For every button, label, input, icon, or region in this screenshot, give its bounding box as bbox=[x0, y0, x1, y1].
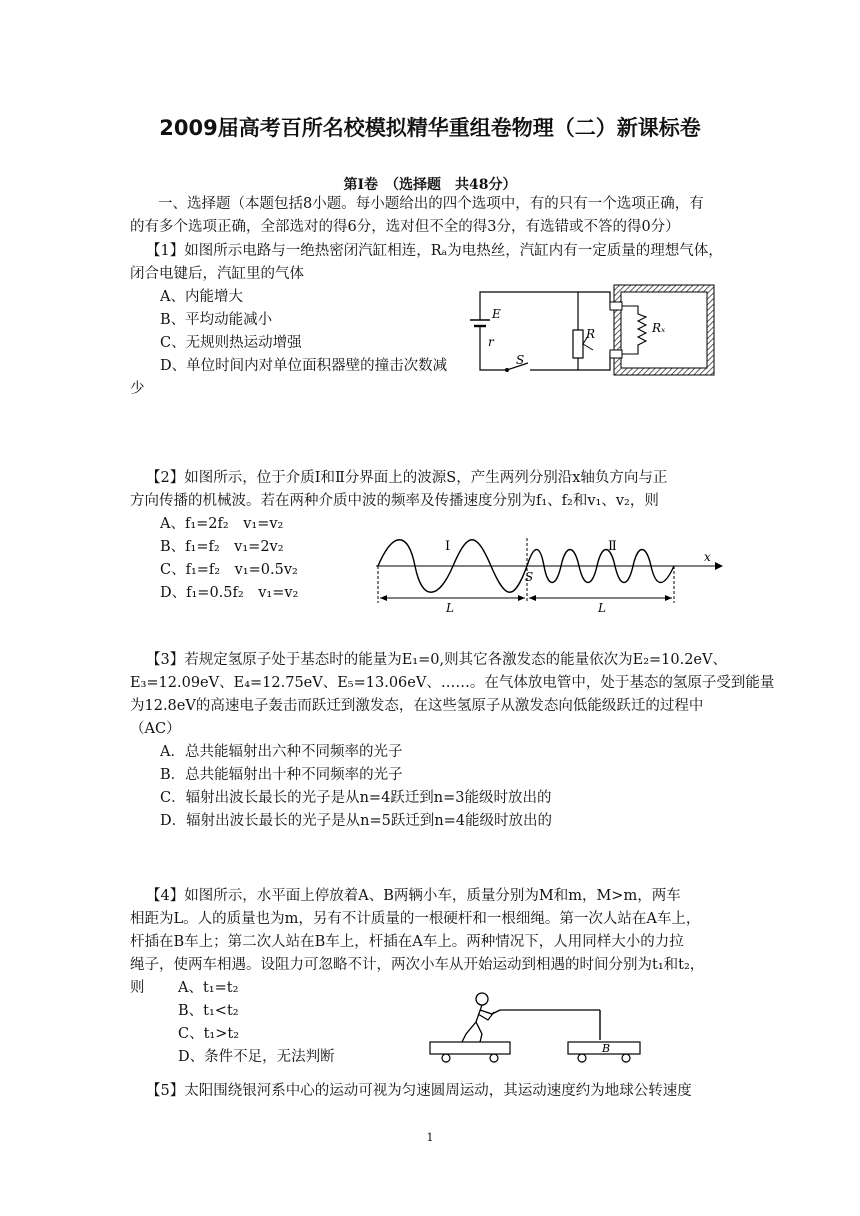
length-L2-label: L bbox=[598, 601, 606, 615]
source-S-label: S bbox=[525, 570, 534, 584]
q3-answer: （AC） bbox=[130, 721, 181, 737]
q1-circuit-figure bbox=[460, 280, 730, 380]
q2-option-c: C、f₁=f₂ v₁=0.5v₂ bbox=[160, 562, 298, 578]
q4-stem-line-4: 绳子，使两车相遇。设阻力可忽略不计，两次小车从开始运动到相遇的时间分别为t₁和t₂， bbox=[130, 957, 705, 973]
q3-stem-line-2: E₃=12.09eV、E₄=12.75eV、E₅=13.06eV、……。在气体放电管中，处于基态的氢原子受到能量 bbox=[130, 675, 775, 691]
label-Rx: Rₓ bbox=[652, 321, 666, 335]
q4-option-c: C、t₁>t₂ bbox=[178, 1026, 240, 1042]
q2-stem-line-2: 方向传播的机械波。若在两种介质中波的频率及传播速度分别为f₁、f₂和v₁、v₂，则 bbox=[130, 493, 659, 509]
q3-stem-line-3: 为12.8eV的高速电子轰击而跃迁到激发态，在这些氢原子从激发态向低能级跃迁的过程中 bbox=[130, 698, 704, 714]
q4-stem-line-3: 杆插在B车上；第二次人站在B车上，杆插在A车上。两种情况下，人用同样大小的力拉 bbox=[130, 934, 684, 950]
q1-option-b: B、平均动能减小 bbox=[160, 312, 273, 328]
q1-stem-line-1: 【1】如图所示电路与一绝热密闭汽缸相连，Rₐ为电热丝，汽缸内有一定质量的理想气体， bbox=[146, 243, 723, 259]
q2-option-b: B、f₁=f₂ v₁=2v₂ bbox=[160, 539, 284, 555]
page-number: 1 bbox=[426, 1131, 434, 1144]
q3-option-b: B．总共能辐射出十种不同频率的光子 bbox=[160, 767, 403, 783]
q4-option-a: A、t₁=t₂ bbox=[178, 980, 239, 996]
q4-lead: 则 bbox=[130, 980, 145, 996]
q4-stem-line-2: 相距为L。人的质量也为m，另有不计质量的一根硬杆和一根细绳。第一次人站在A车上， bbox=[130, 911, 701, 927]
label-R: R bbox=[586, 327, 596, 341]
x-axis-label: x bbox=[704, 550, 711, 564]
medium-II-label: Ⅱ bbox=[608, 539, 617, 554]
q1-option-d-tail: 少 bbox=[130, 381, 145, 397]
q4-stem-line-1: 【4】如图所示，水平面上停放着A、B两辆小车，质量分别为M和m，M>m，两车 bbox=[146, 888, 681, 904]
length-L1-label: L bbox=[446, 601, 454, 615]
label-r: r bbox=[488, 335, 494, 349]
medium-I-label: Ⅰ bbox=[445, 539, 451, 554]
q2-option-d: D、f₁=0.5f₂ v₁=v₂ bbox=[160, 585, 299, 601]
q5-stem-line-1: 【5】太阳围绕银河系中心的运动可视为匀速圆周运动，其运动速度约为地球公转速度 bbox=[146, 1083, 692, 1099]
q3-option-a: A．总共能辐射出六种不同频率的光子 bbox=[160, 744, 403, 760]
q4-option-d: D、条件不足，无法判断 bbox=[178, 1049, 335, 1065]
q4-carts-figure bbox=[420, 990, 670, 1065]
instructions-line-2: 的有多个选项正确，全部选对的得6分，选对但不全的得3分，有选错或不答的得0分） bbox=[130, 219, 680, 235]
q1-option-a: A、内能增大 bbox=[160, 289, 243, 305]
page-title: 2009届高考百所名校模拟精华重组卷物理（二）新课标卷 bbox=[159, 116, 701, 140]
label-S: S bbox=[516, 353, 525, 367]
label-E: E bbox=[492, 307, 501, 321]
q2-wave-figure bbox=[370, 528, 730, 618]
q2-stem-line-1: 【2】如图所示，位于介质Ⅰ和Ⅱ分界面上的波源S，产生两列分别沿x轴负方向与正 bbox=[146, 470, 668, 486]
q2-option-a: A、f₁=2f₂ v₁=v₂ bbox=[160, 516, 284, 532]
cart-B-label: B bbox=[602, 1042, 611, 1055]
q3-option-c: C．辐射出波长最长的光子是从n=4跃迁到n=3能级时放出的 bbox=[160, 790, 552, 806]
section-heading: 第Ⅰ卷 （选择题 共48分） bbox=[343, 177, 517, 193]
instructions-line-1: 一、选择题（本题包括8小题。每小题给出的四个选项中，有的只有一个选项正确，有 bbox=[158, 196, 704, 212]
q3-stem-line-1: 【3】若规定氢原子处于基态时的能量为E₁=0,则其它各激发态的能量依次为E₂=10.2eV、 bbox=[146, 652, 727, 668]
q4-option-b: B、t₁<t₂ bbox=[178, 1003, 239, 1019]
q3-option-d: D．辐射出波长最长的光子是从n=5跃迁到n=4能级时放出的 bbox=[160, 813, 553, 829]
q1-option-c: C、无规则热运动增强 bbox=[160, 335, 302, 351]
q1-stem-line-2: 闭合电键后，汽缸里的气体 bbox=[130, 266, 304, 282]
q1-option-d: D、单位时间内对单位面积器壁的撞击次数减 bbox=[160, 358, 448, 374]
